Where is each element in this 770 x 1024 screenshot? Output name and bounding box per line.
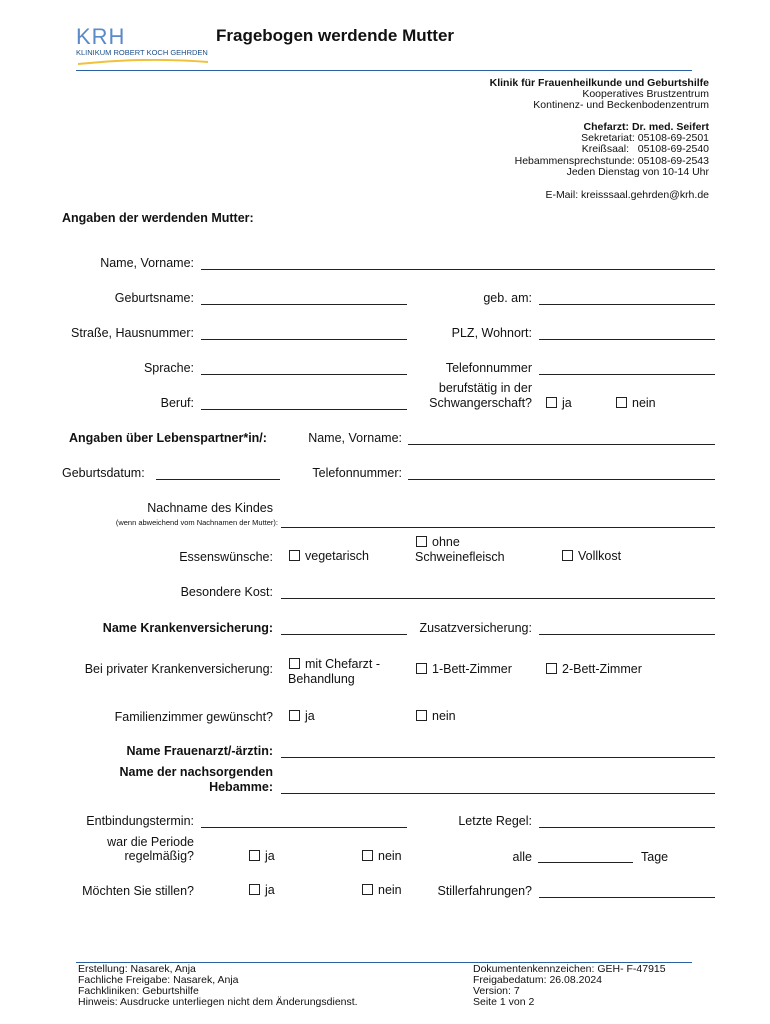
plz-label: PLZ, Wohnort:	[451, 326, 532, 340]
zusatz-field[interactable]	[539, 634, 715, 635]
footer-fachliche: Fachliche Freigabe: Nasarek, Anja	[78, 974, 239, 986]
stillen-label: Möchten Sie stillen?	[82, 884, 194, 898]
stillen-ja-checkbox[interactable]: ja	[249, 883, 275, 897]
bett2-checkbox[interactable]: 2-Bett-Zimmer	[546, 662, 642, 676]
besondere-kost-field[interactable]	[281, 598, 715, 599]
partner-telefon-label: Telefonnummer:	[312, 466, 402, 480]
privat-label: Bei privater Krankenversicherung:	[84, 662, 273, 676]
ohne-schwein-label: Schweinefleisch	[415, 550, 505, 564]
periode-ja-checkbox[interactable]: ja	[249, 849, 275, 863]
clinic-line1: Kooperatives Brustzentrum	[582, 88, 709, 100]
checkbox-icon	[616, 397, 627, 408]
clinic-kreisssaal: Kreißsaal: 05108-69-2540	[581, 143, 709, 155]
checkbox-icon	[416, 710, 427, 721]
clinic-chief: Chefarzt: Dr. med. Seifert	[583, 121, 709, 133]
berufstaetig-ja-checkbox[interactable]: ja	[546, 396, 572, 410]
periode-label-2: regelmäßig?	[124, 849, 194, 863]
checkbox-icon	[546, 663, 557, 674]
logo-swoosh-icon	[78, 59, 208, 65]
nachname-kind-note: (wenn abweichend vom Nachnamen der Mutter):	[115, 518, 278, 527]
familienzimmer-ja-checkbox[interactable]: ja	[289, 709, 315, 723]
chefarzt-label: Behandlung	[288, 672, 355, 686]
checkbox-icon	[289, 710, 300, 721]
beruf-label: Beruf:	[160, 396, 194, 410]
strasse-label: Straße, Hausnummer:	[71, 326, 194, 340]
checkbox-icon	[416, 536, 427, 547]
checkbox-icon	[362, 850, 373, 861]
footer-hinweis: Hinweis: Ausdrucke unterliegen nicht dem Änderungsdienst.	[78, 996, 358, 1008]
footer-erstellung: Erstellung: Nasarek, Anja	[78, 963, 196, 975]
footer-seite: Seite 1 von 2	[473, 996, 535, 1008]
checkbox-icon	[249, 884, 260, 895]
frauenarzt-field[interactable]	[281, 757, 715, 758]
stillerfahrungen-label: Stillerfahrungen?	[437, 884, 532, 898]
krankenversicherung-label: Name Krankenversicherung:	[102, 621, 273, 635]
footer-freigabedatum: Freigabedatum: 26.08.2024	[473, 974, 603, 986]
strasse-field[interactable]	[201, 339, 407, 340]
geburtsname-field[interactable]	[201, 304, 407, 305]
logo-mark: KRH	[76, 24, 126, 49]
ohne-schwein-checkbox[interactable]: ohne	[416, 535, 460, 549]
bett1-checkbox[interactable]: 1-Bett-Zimmer	[416, 662, 512, 676]
frauenarzt-label: Name Frauenarzt/-ärztin:	[126, 744, 273, 758]
krankenversicherung-field[interactable]	[281, 634, 407, 635]
checkbox-icon	[562, 550, 573, 561]
essen-label: Essenswünsche:	[179, 550, 273, 564]
familienzimmer-label: Familienzimmer gewünscht?	[114, 710, 273, 724]
berufstaetig-nein-checkbox[interactable]: nein	[616, 396, 656, 410]
periode-nein-checkbox[interactable]: nein	[362, 849, 402, 863]
letzte-regel-label: Letzte Regel:	[458, 814, 532, 828]
telefon-field[interactable]	[539, 374, 715, 375]
sprache-label: Sprache:	[143, 361, 194, 375]
hebamme-label-2: Hebamme:	[209, 780, 273, 794]
partner-name-label: Name, Vorname:	[308, 431, 402, 445]
krh-logo	[76, 24, 216, 64]
geb-am-field[interactable]	[539, 304, 715, 305]
besondere-kost-label: Besondere Kost:	[180, 585, 273, 599]
checkbox-icon	[289, 550, 300, 561]
footer-kennzeichen: Dokumentenkennzeichen: GEH- F-47915	[473, 963, 666, 975]
plz-field[interactable]	[539, 339, 715, 340]
vollkost-checkbox[interactable]: Vollkost	[562, 549, 621, 563]
sprache-field[interactable]	[201, 374, 407, 375]
vegetarisch-checkbox[interactable]: vegetarisch	[289, 549, 369, 563]
entbindung-label: Entbindungstermin:	[86, 814, 194, 828]
beruf-field[interactable]	[201, 409, 407, 410]
berufstaetig-label-1: berufstätig in der	[438, 381, 532, 395]
stillen-nein-checkbox[interactable]: nein	[362, 883, 402, 897]
familienzimmer-nein-checkbox[interactable]: nein	[416, 709, 456, 723]
checkbox-icon	[289, 658, 300, 669]
entbindung-field[interactable]	[201, 827, 407, 828]
alle-label: alle	[512, 850, 532, 864]
clinic-sekretariat: Sekretariat: 05108-69-2501	[581, 132, 709, 144]
zusatz-label: Zusatzversicherung:	[419, 621, 532, 635]
checkbox-icon	[546, 397, 557, 408]
section-mother-heading: Angaben der werdenden Mutter:	[62, 211, 254, 225]
checkbox-icon	[249, 850, 260, 861]
periode-label-1: war die Periode	[107, 835, 194, 849]
footer-version: Version: 7	[473, 985, 520, 997]
letzte-regel-field[interactable]	[539, 827, 715, 828]
stillerfahrungen-field[interactable]	[539, 897, 715, 898]
berufstaetig-label-2: Schwangerschaft?	[429, 396, 532, 410]
clinic-hebammen: Hebammensprechstunde: 05108-69-2543	[514, 155, 709, 167]
checkbox-icon	[416, 663, 427, 674]
footer-fachkliniken: Fachkliniken: Geburtshilfe	[78, 985, 199, 997]
periode-tage-field[interactable]	[538, 862, 633, 863]
partner-telefon-field[interactable]	[408, 479, 715, 480]
geb-am-label: geb. am:	[483, 291, 532, 305]
partner-heading: Angaben über Lebenspartner*in/:	[69, 431, 267, 445]
hebamme-label-1: Name der nachsorgenden	[119, 765, 273, 779]
geburtsdatum-label: Geburtsdatum:	[62, 466, 145, 480]
logo-subtext: KLINIKUM ROBERT KOCH GEHRDEN	[76, 48, 208, 57]
checkbox-icon	[362, 884, 373, 895]
nachname-kind-label: Nachname des Kindes	[147, 501, 273, 515]
telefon-label: Telefonnummer	[445, 361, 532, 375]
name-label: Name, Vorname:	[100, 256, 194, 270]
name-field[interactable]	[201, 269, 715, 270]
hebamme-field[interactable]	[281, 793, 715, 794]
chefarzt-checkbox[interactable]: mit Chefarzt -	[289, 657, 380, 671]
clinic-name: Klinik für Frauenheilkunde und Geburtshilfe	[489, 77, 709, 89]
nachname-kind-field[interactable]	[281, 527, 715, 528]
header-rule	[76, 70, 692, 71]
tage-label: Tage	[641, 850, 669, 864]
page-title: Fragebogen werdende Mutter	[216, 26, 455, 45]
geburtsname-label: Geburtsname:	[114, 291, 194, 305]
clinic-email: E-Mail: kreisssaal.gehrden@krh.de	[545, 189, 709, 201]
partner-name-field[interactable]	[408, 444, 715, 445]
clinic-line2: Kontinenz- und Beckenbodenzentrum	[533, 99, 709, 111]
geburtsdatum-field[interactable]	[156, 479, 280, 480]
clinic-hebammen-time: Jeden Dienstag von 10-14 Uhr	[566, 166, 709, 178]
